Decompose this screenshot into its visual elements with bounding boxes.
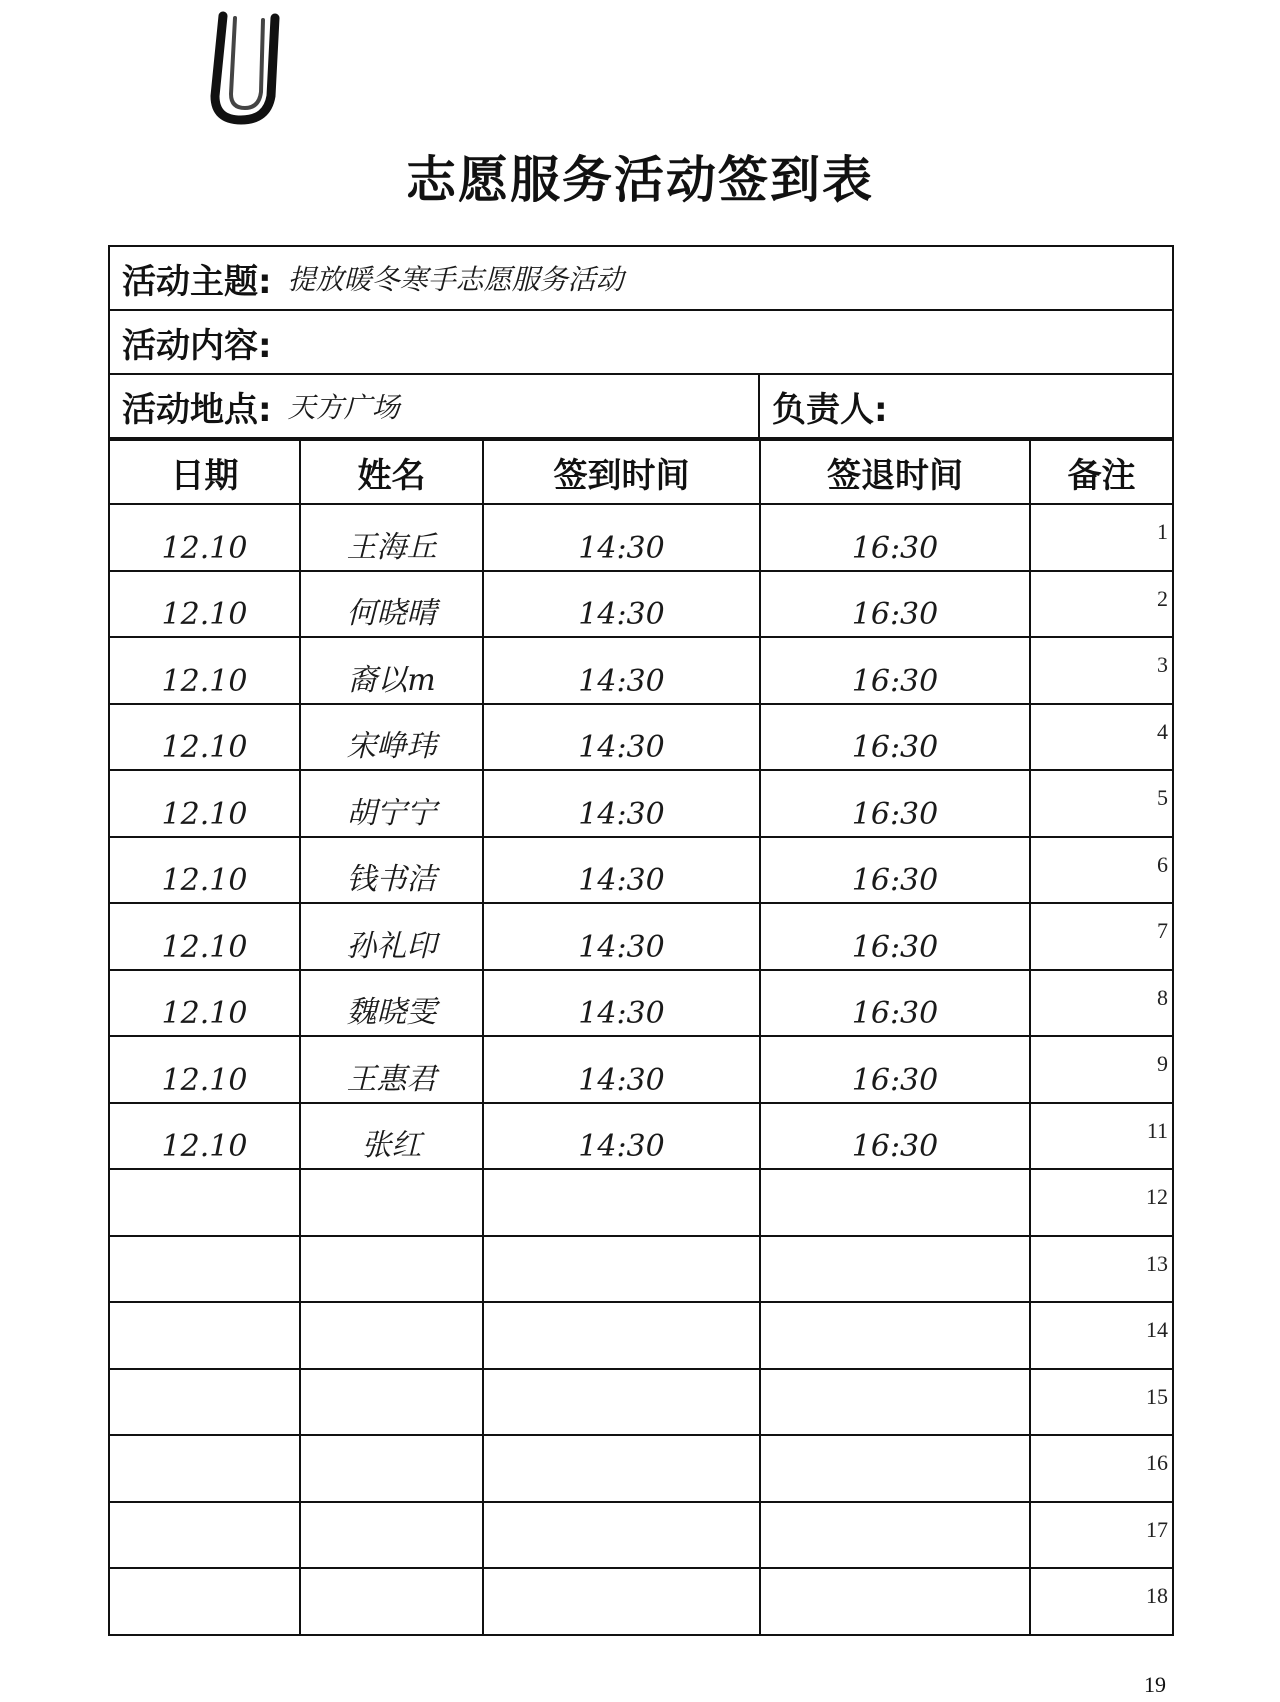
date-cell: [110, 1236, 300, 1303]
sign-in-sheet: [108, 245, 1174, 1636]
table-row: [110, 1169, 1172, 1236]
col-name: 姓名: [300, 440, 483, 504]
sign-in-cell: 14:30: [483, 571, 760, 638]
name-cell: [300, 1169, 483, 1236]
name-cell: 宋峥玮: [300, 704, 483, 771]
row-number-cell: 2: [1030, 571, 1172, 638]
sign-in-cell: 14:30: [483, 770, 760, 837]
table-row: [110, 837, 1172, 904]
name-cell: [300, 1568, 483, 1635]
row-number-cell: 3: [1030, 637, 1172, 704]
date-cell: 12.10: [110, 837, 300, 904]
date-cell: [110, 1169, 300, 1236]
row-number-cell: 4: [1030, 704, 1172, 771]
date-cell: 12.10: [110, 770, 300, 837]
table-row: [110, 571, 1172, 638]
name-cell: 王惠君: [300, 1036, 483, 1103]
sign-out-cell: 16:30: [760, 770, 1030, 837]
name-cell: 钱书洁: [300, 837, 483, 904]
content-row: [110, 311, 1172, 375]
sign-in-cell: [483, 1169, 760, 1236]
row-number-cell: 7: [1030, 903, 1172, 970]
table-row: [110, 1502, 1172, 1569]
attendance-table: [110, 439, 1172, 1636]
row-number-cell: 13: [1030, 1236, 1172, 1303]
date-cell: [110, 1568, 300, 1635]
date-cell: [110, 1302, 300, 1369]
table-row: [110, 637, 1172, 704]
date-cell: 12.10: [110, 637, 300, 704]
row-number-cell: 9: [1030, 1036, 1172, 1103]
table-row: [110, 1302, 1172, 1369]
date-cell: 12.10: [110, 571, 300, 638]
date-cell: 12.10: [110, 704, 300, 771]
table-header-row: [110, 440, 1172, 504]
sign-out-cell: 16:30: [760, 637, 1030, 704]
sign-in-cell: [483, 1435, 760, 1502]
table-row: [110, 504, 1172, 571]
row-number-cell: 1: [1030, 504, 1172, 571]
content-label: 活动内容:: [122, 325, 272, 366]
sign-in-cell: 14:30: [483, 903, 760, 970]
date-cell: [110, 1435, 300, 1502]
sign-in-cell: [483, 1302, 760, 1369]
name-cell: [300, 1302, 483, 1369]
name-cell: 张红: [300, 1103, 483, 1170]
table-row: [110, 970, 1172, 1037]
col-sign-in-time: 签到时间: [483, 440, 760, 504]
table-row: [110, 1036, 1172, 1103]
date-cell: 12.10: [110, 903, 300, 970]
table-row: [110, 903, 1172, 970]
row-number-cell: 11: [1030, 1103, 1172, 1170]
sign-out-cell: 16:30: [760, 970, 1030, 1037]
sign-out-cell: [760, 1236, 1030, 1303]
row-number-cell: 12: [1030, 1169, 1172, 1236]
date-cell: [110, 1369, 300, 1436]
name-cell: 孙礼印: [300, 903, 483, 970]
name-cell: 王海丘: [300, 504, 483, 571]
name-cell: [300, 1435, 483, 1502]
sign-out-cell: [760, 1302, 1030, 1369]
date-cell: 12.10: [110, 1103, 300, 1170]
sign-in-cell: 14:30: [483, 1103, 760, 1170]
sign-out-cell: 16:30: [760, 837, 1030, 904]
sign-in-cell: 14:30: [483, 637, 760, 704]
row-number-cell: 14: [1030, 1302, 1172, 1369]
sign-in-cell: 14:30: [483, 970, 760, 1037]
location-row: [110, 375, 1172, 439]
name-cell: 何晓晴: [300, 571, 483, 638]
date-cell: 12.10: [110, 1036, 300, 1103]
table-row: [110, 1568, 1172, 1635]
date-cell: [110, 1502, 300, 1569]
name-cell: [300, 1502, 483, 1569]
sign-out-cell: [760, 1502, 1030, 1569]
form-title: 志愿服务活动签到表: [406, 151, 874, 209]
sign-out-cell: 16:30: [760, 903, 1030, 970]
name-cell: [300, 1236, 483, 1303]
sign-out-cell: 16:30: [760, 1036, 1030, 1103]
date-cell: 12.10: [110, 504, 300, 571]
sign-out-cell: [760, 1435, 1030, 1502]
sign-in-cell: 14:30: [483, 837, 760, 904]
sign-out-cell: 16:30: [760, 704, 1030, 771]
sign-in-cell: 14:30: [483, 704, 760, 771]
sign-out-cell: [760, 1169, 1030, 1236]
sign-in-cell: 14:30: [483, 504, 760, 571]
sign-out-cell: 16:30: [760, 504, 1030, 571]
name-cell: 胡宁宁: [300, 770, 483, 837]
trailing-row-number: 19: [1144, 1672, 1166, 1697]
sign-in-cell: [483, 1568, 760, 1635]
row-number-cell: 5: [1030, 770, 1172, 837]
table-row: [110, 1369, 1172, 1436]
row-number-cell: 18: [1030, 1568, 1172, 1635]
sign-in-cell: [483, 1502, 760, 1569]
table-row: [110, 704, 1172, 771]
topic-row: [110, 247, 1172, 311]
location-label: 活动地点:: [122, 389, 272, 430]
name-cell: 魏晓雯: [300, 970, 483, 1037]
sign-out-cell: 16:30: [760, 1103, 1030, 1170]
name-cell: 裔以m: [300, 637, 483, 704]
row-number-cell: 8: [1030, 970, 1172, 1037]
topic-value: 提放暖冬寒手志愿服务活动: [287, 263, 624, 296]
topic-label: 活动主题:: [122, 261, 272, 302]
binder-clip-mark: [205, 8, 285, 128]
sign-in-cell: 14:30: [483, 1036, 760, 1103]
row-number-cell: 15: [1030, 1369, 1172, 1436]
location-value: 天方广场: [287, 391, 400, 424]
leader-label: 负责人:: [772, 389, 888, 430]
date-cell: 12.10: [110, 970, 300, 1037]
sign-out-cell: [760, 1568, 1030, 1635]
sign-out-cell: [760, 1369, 1030, 1436]
row-number-cell: 16: [1030, 1435, 1172, 1502]
col-note: 备注: [1030, 440, 1172, 504]
table-row: [110, 1103, 1172, 1170]
row-number-cell: 6: [1030, 837, 1172, 904]
col-sign-out-time: 签退时间: [760, 440, 1030, 504]
sign-in-cell: [483, 1369, 760, 1436]
sign-out-cell: 16:30: [760, 571, 1030, 638]
name-cell: [300, 1369, 483, 1436]
table-row: [110, 1435, 1172, 1502]
table-row: [110, 770, 1172, 837]
sign-in-cell: [483, 1236, 760, 1303]
col-date: 日期: [110, 440, 300, 504]
table-row: [110, 1236, 1172, 1303]
row-number-cell: 17: [1030, 1502, 1172, 1569]
